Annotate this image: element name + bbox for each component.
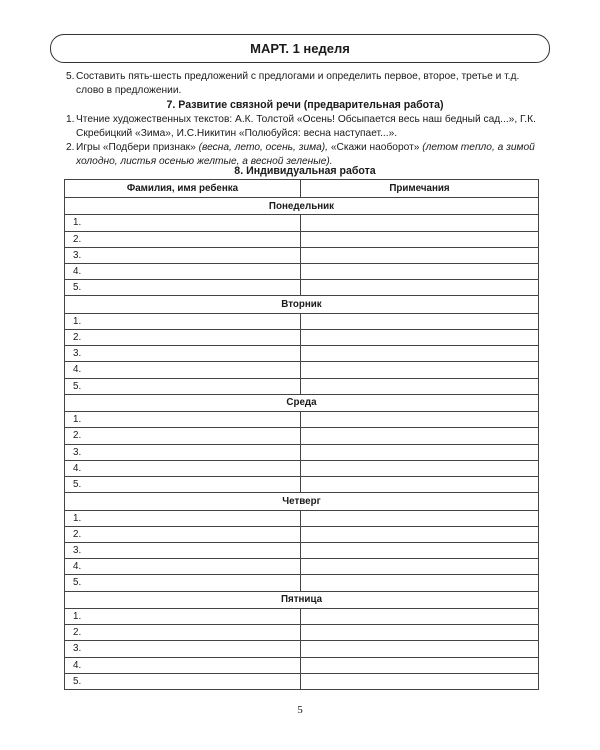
table-row <box>65 362 539 378</box>
table-header-row <box>65 180 539 198</box>
table-row <box>65 510 539 526</box>
section-7-title: 7. Развитие связной речи (предварительная работа) <box>166 99 444 111</box>
table-row <box>65 609 539 625</box>
day-name: Понедельник <box>65 198 539 215</box>
child-name-cell[interactable]: 3. <box>65 641 301 657</box>
day-row <box>65 394 539 411</box>
column-header-notes: Примечания <box>301 180 539 198</box>
notes-cell[interactable] <box>301 575 539 591</box>
child-name-cell[interactable]: 3. <box>65 543 301 559</box>
table-row <box>65 575 539 591</box>
notes-cell[interactable] <box>301 510 539 526</box>
table-row <box>65 444 539 460</box>
item-text: Чтение художественных текстов: А.К. Толстой «Осень! Обсыпается весь наш бедный сад...», Г.К. Скребицкий «Зима», И.С.Никитин «Полюбуйся: весна наступает...». <box>76 114 536 139</box>
notes-cell[interactable] <box>301 657 539 673</box>
child-name-cell[interactable]: 5. <box>65 280 301 296</box>
individual-work-table <box>64 179 539 690</box>
notes-cell[interactable] <box>301 609 539 625</box>
notes-cell[interactable] <box>301 330 539 346</box>
notes-cell[interactable] <box>301 673 539 689</box>
table-row <box>65 346 539 362</box>
table-row <box>65 625 539 641</box>
day-name: Четверг <box>65 493 539 510</box>
table-row <box>65 247 539 263</box>
notes-cell[interactable] <box>301 362 539 378</box>
table-row <box>65 264 539 280</box>
page-number: 5 <box>297 704 303 716</box>
notes-cell[interactable] <box>301 559 539 575</box>
child-name-cell[interactable]: 1. <box>65 609 301 625</box>
child-name-cell[interactable]: 4. <box>65 657 301 673</box>
child-name-cell[interactable]: 3. <box>65 346 301 362</box>
day-name: Вторник <box>65 296 539 313</box>
child-name-cell[interactable]: 4. <box>65 460 301 476</box>
column-header-name: Фамилия, имя ребенка <box>65 180 301 198</box>
task-text: Составить пять-шесть предложений с предлогами и определить первое, второе, третье и т.д. слово в предложении. <box>76 71 520 96</box>
task-item <box>66 70 544 98</box>
list-item <box>66 113 544 141</box>
day-row <box>65 591 539 608</box>
table-row <box>65 428 539 444</box>
notes-cell[interactable] <box>301 264 539 280</box>
notes-cell[interactable] <box>301 477 539 493</box>
game-example-2: (летом тепло, а зимой холодно, листья осенью желтые, а весной зеленые). <box>76 142 535 167</box>
notes-cell[interactable] <box>301 444 539 460</box>
child-name-cell[interactable]: 1. <box>65 510 301 526</box>
game-name-2: «Скажи наоборот» <box>330 142 420 153</box>
notes-cell[interactable] <box>301 412 539 428</box>
notes-cell[interactable] <box>301 231 539 247</box>
day-name: Пятница <box>65 591 539 608</box>
table-row <box>65 330 539 346</box>
table-row <box>65 460 539 476</box>
child-name-cell[interactable]: 2. <box>65 625 301 641</box>
table-row <box>65 543 539 559</box>
child-name-cell[interactable]: 2. <box>65 231 301 247</box>
task-number: 5. <box>66 71 75 82</box>
table-row <box>65 526 539 542</box>
child-name-cell[interactable]: 4. <box>65 559 301 575</box>
notes-cell[interactable] <box>301 625 539 641</box>
notes-cell[interactable] <box>301 526 539 542</box>
child-name-cell[interactable]: 2. <box>65 330 301 346</box>
child-name-cell[interactable]: 3. <box>65 444 301 460</box>
day-row <box>65 493 539 510</box>
notes-cell[interactable] <box>301 428 539 444</box>
notes-cell[interactable] <box>301 247 539 263</box>
child-name-cell[interactable]: 1. <box>65 215 301 231</box>
child-name-cell[interactable]: 1. <box>65 313 301 329</box>
table-row <box>65 313 539 329</box>
section-8-title: 8. Индивидуальная работа <box>234 165 376 177</box>
game-name-1: Игры «Подбери признак» <box>76 142 196 153</box>
table-row <box>65 559 539 575</box>
notes-cell[interactable] <box>301 378 539 394</box>
child-name-cell[interactable]: 2. <box>65 526 301 542</box>
child-name-cell[interactable]: 5. <box>65 378 301 394</box>
child-name-cell[interactable]: 4. <box>65 264 301 280</box>
notes-cell[interactable] <box>301 313 539 329</box>
notes-cell[interactable] <box>301 215 539 231</box>
item-number: 1. <box>66 114 75 125</box>
item-number: 2. <box>66 142 75 153</box>
table-row <box>65 215 539 231</box>
notes-cell[interactable] <box>301 460 539 476</box>
notes-cell[interactable] <box>301 543 539 559</box>
child-name-cell[interactable]: 2. <box>65 428 301 444</box>
table-row <box>65 673 539 689</box>
table-row <box>65 280 539 296</box>
game-example-1: (весна, лето, осень, зима), <box>195 142 331 153</box>
child-name-cell[interactable]: 4. <box>65 362 301 378</box>
day-name: Среда <box>65 394 539 411</box>
notes-cell[interactable] <box>301 346 539 362</box>
notes-cell[interactable] <box>301 280 539 296</box>
notes-cell[interactable] <box>301 641 539 657</box>
child-name-cell[interactable]: 5. <box>65 673 301 689</box>
table-row <box>65 657 539 673</box>
table-row <box>65 641 539 657</box>
table-row <box>65 378 539 394</box>
week-header <box>50 34 550 63</box>
child-name-cell[interactable]: 5. <box>65 477 301 493</box>
task-5 <box>66 70 544 98</box>
child-name-cell[interactable]: 5. <box>65 575 301 591</box>
day-row <box>65 198 539 215</box>
child-name-cell[interactable]: 1. <box>65 412 301 428</box>
child-name-cell[interactable]: 3. <box>65 247 301 263</box>
table-row <box>65 477 539 493</box>
week-title: МАРТ. 1 неделя <box>250 41 350 56</box>
section-7-list <box>66 113 544 169</box>
table-row <box>65 412 539 428</box>
day-row <box>65 296 539 313</box>
table-row <box>65 231 539 247</box>
